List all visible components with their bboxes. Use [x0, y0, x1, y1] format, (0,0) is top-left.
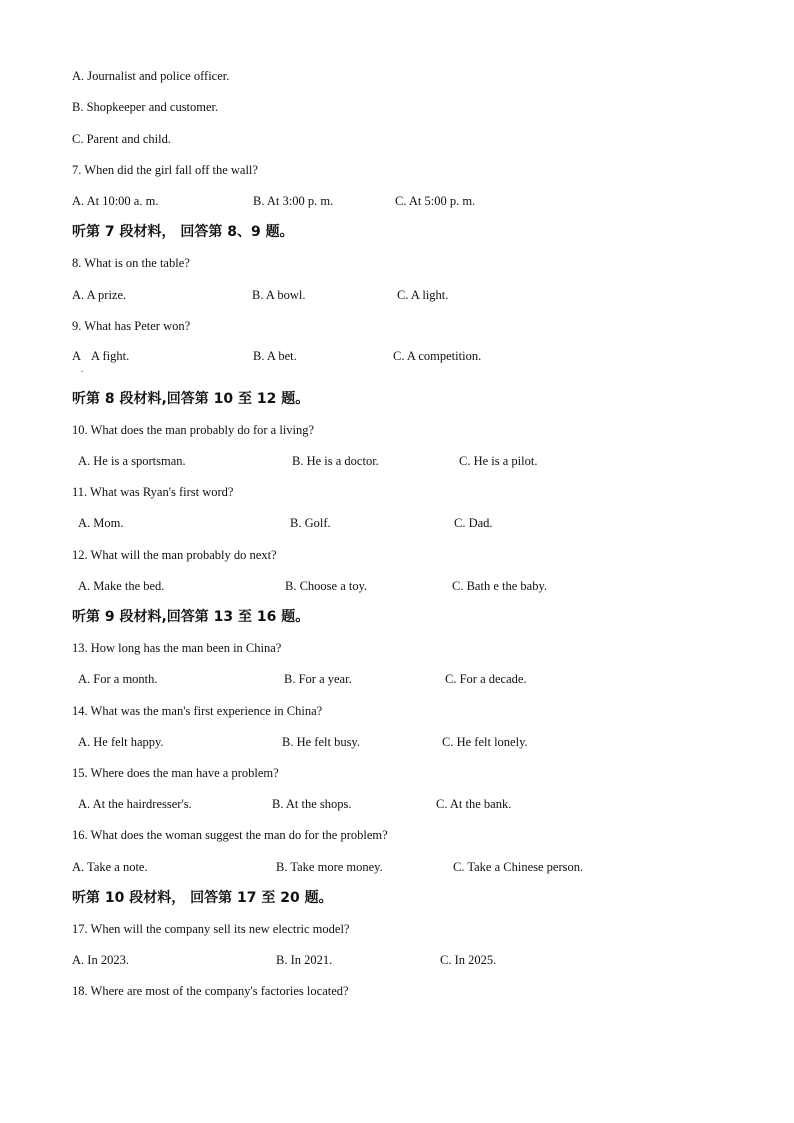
q8-stem: 8. What is on the table?: [72, 256, 190, 270]
q7-option-b: B. At 3:00 p. m.: [253, 194, 334, 208]
q9-option-a-text: A fight.: [91, 349, 130, 363]
q17-option-b: B. In 2021.: [276, 953, 333, 967]
q12-option-a: A. Make the bed.: [78, 579, 165, 593]
q9-option-c: C. A competition.: [393, 349, 482, 363]
q15-stem: 15. Where does the man have a problem?: [72, 766, 279, 780]
q15-option-a: A. At the hairdresser's.: [78, 797, 192, 811]
q12-stem: 12. What will the man probably do next?: [72, 548, 277, 562]
q17-option-c: C. In 2025.: [440, 953, 497, 967]
q12-option-c: C. Bath e the baby.: [452, 579, 548, 593]
q15-option-b: B. At the shops.: [272, 797, 352, 811]
q7-stem: 7. When did the girl fall off the wall?: [72, 163, 258, 177]
q12-option-b: B. Choose a toy.: [285, 579, 368, 593]
section-heading-7: 听第 7 段材料， 回答第 8、9 题。: [72, 224, 294, 240]
q10-option-b: B. He is a doctor.: [292, 454, 379, 468]
q13-stem: 13. How long has the man been in China?: [72, 641, 282, 655]
q8-option-b: B. A bowl.: [252, 288, 306, 302]
q16-option-c: C. Take a Chinese person.: [453, 860, 584, 874]
section-heading-9: 听第 9 段材料,回答第 13 至 16 题。: [72, 609, 310, 625]
q9-option-a-letter: A: [72, 349, 82, 363]
q13-option-a: A. For a month.: [78, 672, 158, 686]
section-heading-10: 听第 10 段材料， 回答第 17 至 20 题。: [72, 890, 333, 906]
section-heading-8: 听第 8 段材料,回答第 10 至 12 题。: [72, 391, 310, 407]
q11-stem: 11. What was Ryan's first word?: [72, 485, 234, 499]
q14-option-c: C. He felt lonely.: [442, 735, 528, 749]
q8-option-a: A. A prize.: [72, 288, 127, 302]
q13-option-b: B. For a year.: [284, 672, 352, 686]
q17-option-a: A. In 2023.: [72, 953, 129, 967]
q10-stem: 10. What does the man probably do for a living?: [72, 423, 315, 437]
q11-option-a: A. Mom.: [78, 516, 124, 530]
q7-option-a: A. At 10:00 a. m.: [72, 194, 159, 208]
q6-option-c: C. Parent and child.: [72, 132, 171, 146]
q14-stem: 14. What was the man's first experience in China?: [72, 704, 323, 718]
q10-option-c: C. He is a pilot.: [459, 454, 538, 468]
q8-option-c: C. A light.: [397, 288, 449, 302]
q16-option-b: B. Take more money.: [276, 860, 383, 874]
q10-option-a: A. He is a sportsman.: [78, 454, 186, 468]
q6-option-a: A. Journalist and police officer.: [72, 69, 230, 83]
q9-stem: 9. What has Peter won?: [72, 319, 191, 333]
q11-option-c: C. Dad.: [454, 516, 493, 530]
q14-option-b: B. He felt busy.: [282, 735, 360, 749]
q6-option-b: B. Shopkeeper and customer.: [72, 100, 219, 114]
q13-option-c: C. For a decade.: [445, 672, 527, 686]
q11-option-b: B. Golf.: [290, 516, 331, 530]
q9-option-a-dot: .: [81, 364, 84, 374]
q17-stem: 17. When will the company sell its new electric model?: [72, 922, 350, 936]
q14-option-a: A. He felt happy.: [78, 735, 164, 749]
q7-option-c: C. At 5:00 p. m.: [395, 194, 476, 208]
q15-option-c: C. At the bank.: [436, 797, 512, 811]
q9-option-b: B. A bet.: [253, 349, 297, 363]
q16-option-a: A. Take a note.: [72, 860, 148, 874]
q16-stem: 16. What does the woman suggest the man do for the problem?: [72, 828, 388, 842]
q18-stem: 18. Where are most of the company's factories located?: [72, 984, 349, 998]
